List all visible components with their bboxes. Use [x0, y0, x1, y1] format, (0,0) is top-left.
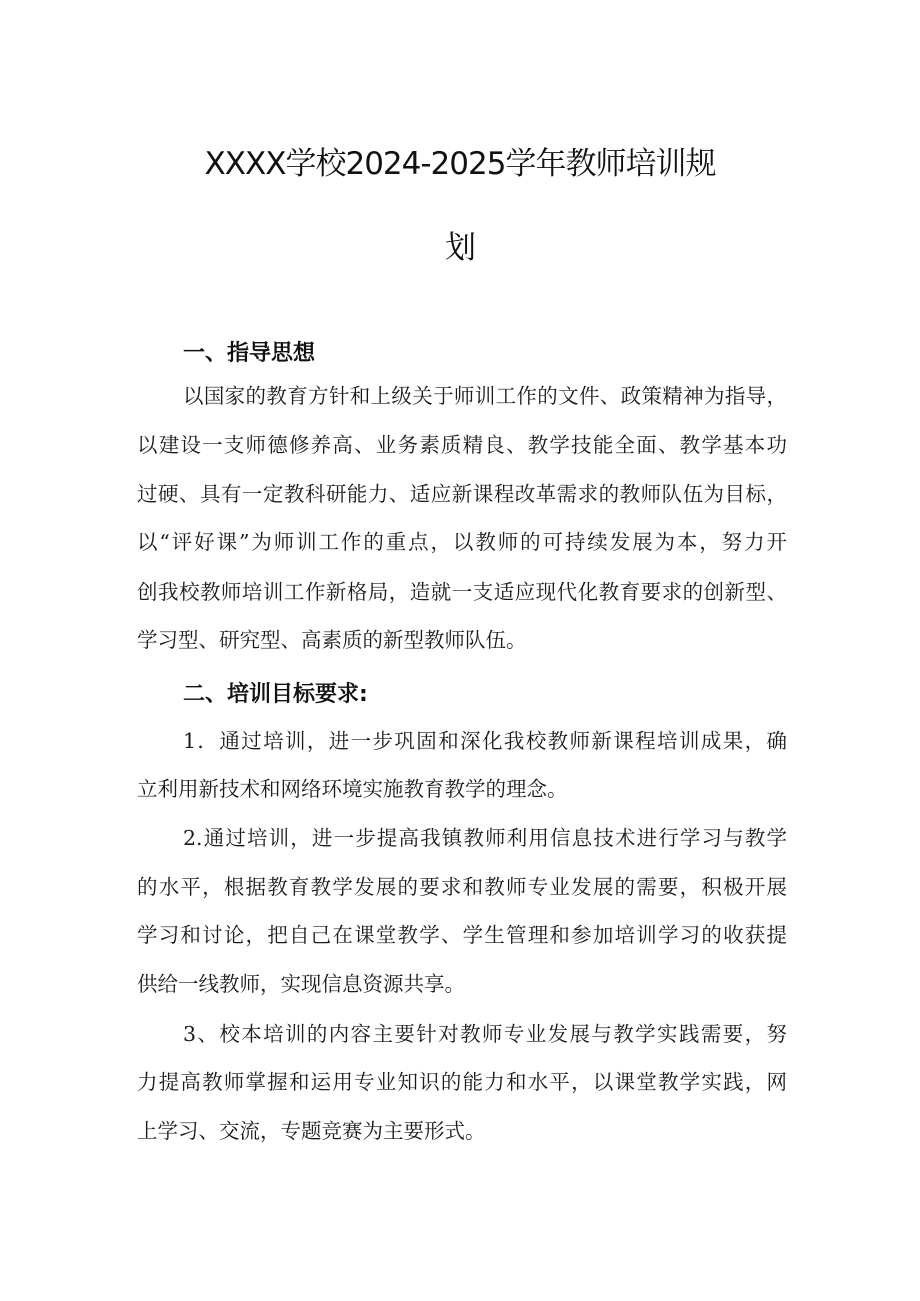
- paragraph-line: 过硬、具有一定教科研能力、适应新课程改革需求的教师队伍为目标，: [137, 482, 787, 506]
- list-item-2-line: 2.通过培训，进一步提高我镇教师利用信息技术进行学习与教学: [183, 826, 787, 850]
- paragraph-line: 创我校教师培训工作新格局，造就一支适应现代化教育要求的创新型、: [137, 580, 787, 604]
- list-item-2-line: 的水平，根据教育教学发展的要求和教师专业发展的需要，积极开展: [137, 875, 787, 899]
- list-item-3-line: 力提高教师掌握和运用专业知识的能力和水平，以课堂教学实践，网: [137, 1070, 787, 1094]
- list-item-2-line: 供给一线教师，实现信息资源共享。: [137, 972, 465, 996]
- section-heading-guiding-ideology: 一、指导思想: [183, 341, 316, 366]
- section-heading-training-goals: 二、培训目标要求:: [183, 682, 368, 707]
- paragraph-line: 以国家的教育方针和上级关于师训工作的文件、政策精神为指导，: [183, 384, 787, 408]
- list-item-1-line: 1．通过培训，进一步巩固和深化我校教师新课程培训成果，确: [183, 729, 787, 753]
- list-item-3-line: 上学习、交流，专题竞赛为主要形式。: [137, 1119, 486, 1143]
- list-item-1-line: 立利用新技术和网络环境实施教育教学的理念。: [137, 777, 568, 801]
- paragraph-line: 以“评好课”为师训工作的重点，以教师的可持续发展为本，努力开: [137, 530, 787, 554]
- document-title-line-1: XXXX学校2024-2025学年教师培训规: [204, 146, 716, 182]
- document-title-line-2: 划: [445, 230, 475, 266]
- list-item-3-line: 3、校本培训的内容主要针对教师专业发展与教学实践需要，努: [183, 1022, 787, 1046]
- list-item-2-line: 学习和讨论，把自己在课堂教学、学生管理和参加培训学习的收获提: [137, 923, 787, 947]
- paragraph-line: 学习型、研究型、高素质的新型教师队伍。: [137, 628, 527, 652]
- paragraph-line: 以建设一支师德修养高、业务素质精良、教学技能全面、教学基本功: [137, 433, 787, 457]
